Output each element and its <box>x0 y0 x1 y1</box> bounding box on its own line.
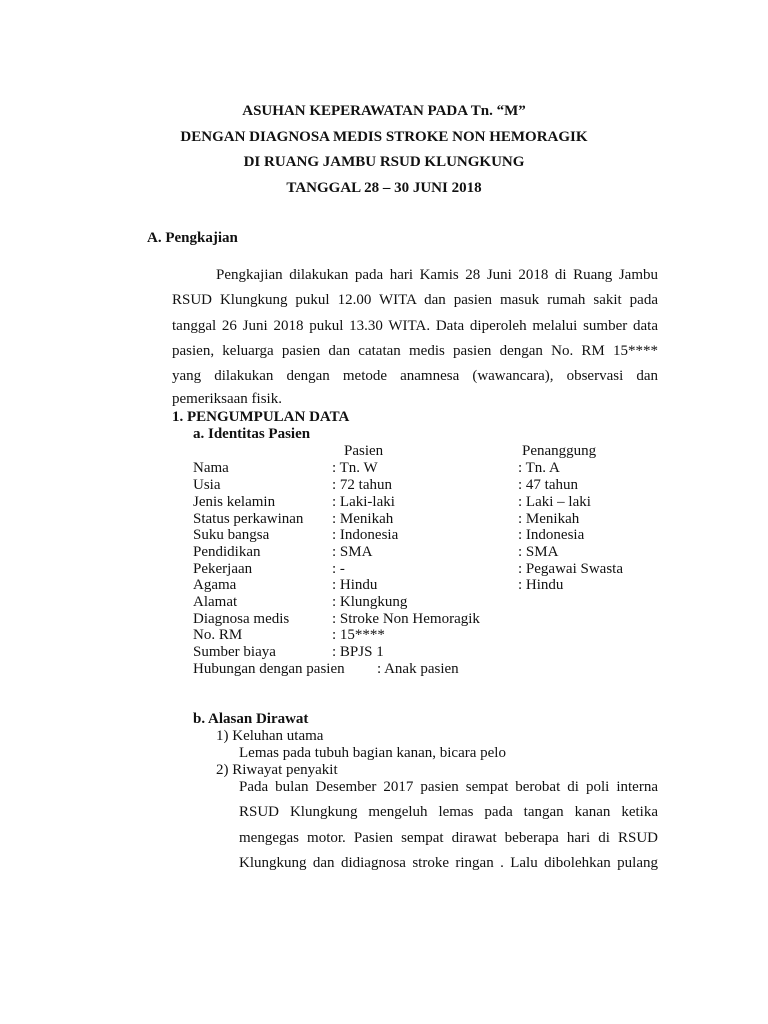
penanggung-value: : Indonesia <box>518 527 585 543</box>
pasien-value: : Indonesia <box>332 527 399 543</box>
pasien-value: : SMA <box>332 544 373 560</box>
pasien-value: : 72 tahun <box>332 477 392 493</box>
column-header-pasien: Pasien <box>344 443 384 459</box>
hubungan-value: : Anak pasien <box>377 661 459 677</box>
pasien-value: : 15**** <box>332 627 385 643</box>
pasien-value: : Tn. W <box>332 460 378 476</box>
table-row <box>193 611 653 628</box>
row-label: Jenis kelamin <box>193 494 276 510</box>
row-label: Pendidikan <box>193 544 261 560</box>
penanggung-value: : SMA <box>518 544 559 560</box>
paragraph-line: pasien, keluarga pasien dan catatan medis pasien dengan No. RM 15**** <box>172 343 658 359</box>
table-row <box>193 644 653 661</box>
paragraph-line: pemeriksaan fisik. <box>172 391 282 407</box>
riwayat-label: 2) Riwayat penyakit <box>216 762 338 778</box>
row-label: Usia <box>193 477 221 493</box>
column-header-penanggung: Penanggung <box>522 443 597 459</box>
row-label: Agama <box>193 577 237 593</box>
row-label: Sumber biaya <box>193 644 276 660</box>
pasien-value: : Laki-laki <box>332 494 395 510</box>
row-label: Diagnosa medis <box>193 611 290 627</box>
keluhan-text: Lemas pada tubuh bagian kanan, bicara pelo <box>239 745 506 761</box>
title-line-2: DENGAN DIAGNOSA MEDIS STROKE NON HEMORAGIK <box>180 129 588 145</box>
row-label: Nama <box>193 460 229 476</box>
table-row <box>193 561 653 578</box>
penanggung-value: : 47 tahun <box>518 477 578 493</box>
riwayat-line: mengegas motor. Pasien sempat dirawat beberapa hari di RSUD <box>239 830 658 846</box>
row-label: Status perkawinan <box>193 511 304 527</box>
riwayat-line: RSUD Klungkung mengeluh lemas pada tangan kanan ketika <box>239 804 658 820</box>
paragraph-line: yang dilakukan dengan metode anamnesa (wawancara), observasi dan <box>172 368 658 384</box>
table-row <box>193 494 653 511</box>
penanggung-value: : Menikah <box>518 511 580 527</box>
penanggung-value: : Pegawai Swasta <box>518 561 623 577</box>
keluhan-label: 1) Keluhan utama <box>216 728 324 744</box>
row-label: Alamat <box>193 594 238 610</box>
title-line-1: ASUHAN KEPERAWATAN PADA Tn. “M” <box>242 103 526 119</box>
pasien-value: : - <box>332 561 345 577</box>
row-label: Pekerjaan <box>193 561 253 577</box>
table-row <box>193 527 653 544</box>
paragraph-line: tanggal 26 Juni 2018 pukul 13.30 WITA. Data diperoleh melalui sumber data <box>172 318 658 334</box>
title-line-4: TANGGAL 28 – 30 JUNI 2018 <box>286 180 482 196</box>
paragraph-line: RSUD Klungkung pukul 12.00 WITA dan pasien masuk rumah sakit pada <box>172 292 658 308</box>
penanggung-value: : Tn. A <box>518 460 560 476</box>
table-row <box>193 511 653 528</box>
pasien-value: : Stroke Non Hemoragik <box>332 611 480 627</box>
row-label: No. RM <box>193 627 243 643</box>
table-row <box>193 577 653 594</box>
table-row <box>193 661 653 678</box>
table-row <box>193 460 653 477</box>
pasien-value: : Menikah <box>332 511 394 527</box>
pasien-value: : BPJS 1 <box>332 644 384 660</box>
row-label: Suku bangsa <box>193 527 270 543</box>
hubungan-label: Hubungan dengan pasien <box>193 661 345 677</box>
section-a-heading: A. Pengkajian <box>147 230 238 246</box>
penanggung-value: : Hindu <box>518 577 564 593</box>
riwayat-line: Klungkung dan didiagnosa stroke ringan . Lalu dibolehkan pulang <box>239 855 658 871</box>
table-row <box>193 477 653 494</box>
identitas-heading: a. Identitas Pasien <box>193 426 311 442</box>
alasan-heading: b. Alasan Dirawat <box>193 711 309 727</box>
paragraph-line: Pengkajian dilakukan pada hari Kamis 28 Juni 2018 di Ruang Jambu <box>216 267 658 283</box>
pasien-value: : Hindu <box>332 577 378 593</box>
table-row <box>193 544 653 561</box>
title-line-3: DI RUANG JAMBU RSUD KLUNGKUNG <box>243 154 525 170</box>
pengumpulan-heading: 1. PENGUMPULAN DATA <box>172 409 350 425</box>
table-row <box>193 627 653 644</box>
pasien-value: : Klungkung <box>332 594 408 610</box>
table-row <box>193 594 653 611</box>
penanggung-value: : Laki – laki <box>518 494 591 510</box>
riwayat-line: Pada bulan Desember 2017 pasien sempat berobat di poli interna <box>239 779 658 795</box>
